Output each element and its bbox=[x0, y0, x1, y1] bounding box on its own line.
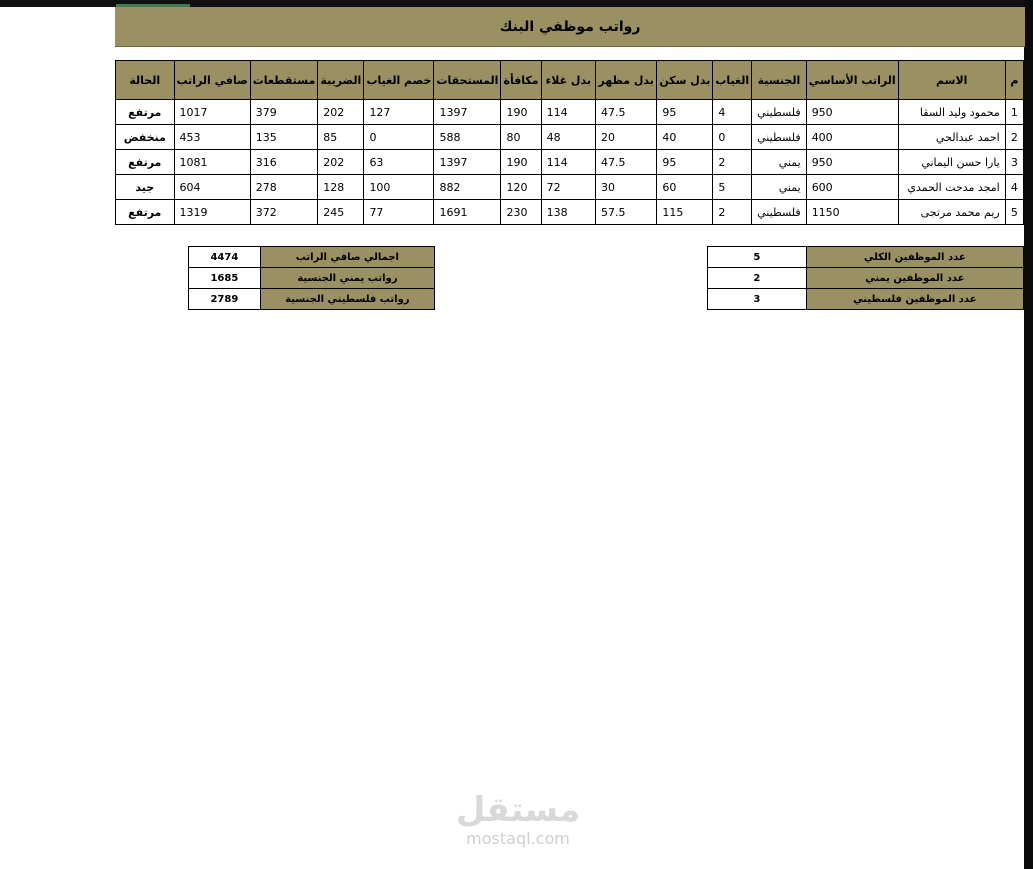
table-header-row bbox=[116, 61, 1024, 100]
total-label-cell[interactable]: رواتب يمني الجنسية bbox=[260, 268, 434, 289]
absence-cell[interactable]: 2 bbox=[713, 150, 752, 175]
bonus-cell[interactable]: 230 bbox=[501, 200, 541, 225]
count-label-cell[interactable]: عدد الموظفين فلسطيني bbox=[806, 289, 1023, 310]
deductions-cell[interactable]: 316 bbox=[250, 150, 318, 175]
row-index-cell[interactable]: 5 bbox=[1005, 200, 1023, 225]
status-cell[interactable]: مرتفع bbox=[116, 100, 175, 125]
count-row bbox=[708, 247, 1024, 268]
housing-cell[interactable]: 60 bbox=[657, 175, 713, 200]
watermark-logo bbox=[448, 790, 588, 848]
count-row bbox=[708, 289, 1024, 310]
appearance-cell[interactable]: 57.5 bbox=[595, 200, 656, 225]
status-cell[interactable]: مرتفع bbox=[116, 150, 175, 175]
count-value-cell[interactable]: 5 bbox=[708, 247, 807, 268]
basic-salary-cell[interactable]: 950 bbox=[806, 100, 898, 125]
header-cell[interactable]: الاسم bbox=[898, 61, 1005, 100]
net-salary-cell[interactable]: 1017 bbox=[174, 100, 250, 125]
count-value-cell[interactable]: 3 bbox=[708, 289, 807, 310]
employee-count-table bbox=[707, 246, 1024, 310]
name-cell[interactable]: ريم محمد مرتجى bbox=[898, 200, 1005, 225]
absence-deduction-cell[interactable]: 0 bbox=[364, 125, 434, 150]
header-cell[interactable]: الراتب الأساسي bbox=[806, 61, 898, 100]
dues-cell[interactable]: 1397 bbox=[434, 150, 501, 175]
total-label-cell[interactable]: اجمالي صافي الراتب bbox=[260, 247, 434, 268]
housing-cell[interactable]: 95 bbox=[657, 150, 713, 175]
count-label-cell[interactable]: عدد الموظفين الكلي bbox=[806, 247, 1023, 268]
row-index-cell[interactable]: 1 bbox=[1005, 100, 1023, 125]
basic-salary-cell[interactable]: 600 bbox=[806, 175, 898, 200]
status-cell[interactable]: مرتفع bbox=[116, 200, 175, 225]
cost-of-living-cell[interactable]: 138 bbox=[541, 200, 595, 225]
bonus-cell[interactable]: 190 bbox=[501, 100, 541, 125]
tax-cell[interactable]: 85 bbox=[318, 125, 364, 150]
row-index-cell[interactable]: 3 bbox=[1005, 150, 1023, 175]
nationality-cell[interactable]: يمني bbox=[752, 150, 807, 175]
net-salary-cell[interactable]: 1081 bbox=[174, 150, 250, 175]
cost-of-living-cell[interactable]: 48 bbox=[541, 125, 595, 150]
name-cell[interactable]: يارا حسن اليماني bbox=[898, 150, 1005, 175]
dues-cell[interactable]: 1691 bbox=[434, 200, 501, 225]
absence-cell[interactable]: 0 bbox=[713, 125, 752, 150]
count-row bbox=[708, 268, 1024, 289]
net-salary-cell[interactable]: 1319 bbox=[174, 200, 250, 225]
basic-salary-cell[interactable]: 400 bbox=[806, 125, 898, 150]
header-cell[interactable]: خصم الغياب bbox=[364, 61, 434, 100]
dues-cell[interactable]: 882 bbox=[434, 175, 501, 200]
tax-cell[interactable]: 202 bbox=[318, 100, 364, 125]
deductions-cell[interactable]: 135 bbox=[250, 125, 318, 150]
dues-cell[interactable]: 588 bbox=[434, 125, 501, 150]
absence-cell[interactable]: 5 bbox=[713, 175, 752, 200]
deductions-cell[interactable]: 372 bbox=[250, 200, 318, 225]
window-edge bbox=[1024, 0, 1033, 869]
dues-cell[interactable]: 1397 bbox=[434, 100, 501, 125]
total-row bbox=[189, 289, 435, 310]
table-row bbox=[116, 150, 1024, 175]
housing-cell[interactable]: 115 bbox=[657, 200, 713, 225]
name-cell[interactable]: امجد مدحت الحمدي bbox=[898, 175, 1005, 200]
total-value-cell[interactable]: 2789 bbox=[189, 289, 261, 310]
deductions-cell[interactable]: 278 bbox=[250, 175, 318, 200]
row-index-cell[interactable]: 2 bbox=[1005, 125, 1023, 150]
header-cell[interactable]: م bbox=[1005, 61, 1023, 100]
watermark-latin: mostaql.com bbox=[466, 829, 570, 848]
name-cell[interactable]: محمود وليد السقا bbox=[898, 100, 1005, 125]
table-row bbox=[116, 175, 1024, 200]
housing-cell[interactable]: 40 bbox=[657, 125, 713, 150]
appearance-cell[interactable]: 30 bbox=[595, 175, 656, 200]
nationality-cell[interactable]: فلسطيني bbox=[752, 100, 807, 125]
absence-deduction-cell[interactable]: 127 bbox=[364, 100, 434, 125]
count-value-cell[interactable]: 2 bbox=[708, 268, 807, 289]
header-cell[interactable]: بدل سكن bbox=[657, 61, 713, 100]
cost-of-living-cell[interactable]: 114 bbox=[541, 100, 595, 125]
header-cell[interactable]: مستقطعات bbox=[250, 61, 318, 100]
salary-table bbox=[115, 60, 1024, 225]
bonus-cell[interactable]: 120 bbox=[501, 175, 541, 200]
table-row bbox=[116, 125, 1024, 150]
salary-totals-table bbox=[188, 246, 435, 310]
absence-cell[interactable]: 4 bbox=[713, 100, 752, 125]
header-cell[interactable]: الضريبة bbox=[318, 61, 364, 100]
count-label-cell[interactable]: عدد الموظفين يمني bbox=[806, 268, 1023, 289]
row-index-cell[interactable]: 4 bbox=[1005, 175, 1023, 200]
header-cell[interactable]: صافي الراتب bbox=[174, 61, 250, 100]
watermark-arabic: مستقل bbox=[455, 790, 581, 830]
absence-deduction-cell[interactable]: 63 bbox=[364, 150, 434, 175]
column-header-strip bbox=[0, 0, 1033, 7]
nationality-cell[interactable]: فلسطيني bbox=[752, 125, 807, 150]
net-salary-cell[interactable]: 453 bbox=[174, 125, 250, 150]
bonus-cell[interactable]: 190 bbox=[501, 150, 541, 175]
table-row bbox=[116, 100, 1024, 125]
nationality-cell[interactable]: يمني bbox=[752, 175, 807, 200]
tax-cell[interactable]: 128 bbox=[318, 175, 364, 200]
header-cell[interactable]: الحالة bbox=[116, 61, 175, 100]
total-value-cell[interactable]: 1685 bbox=[189, 268, 261, 289]
status-cell[interactable]: جيد bbox=[116, 175, 175, 200]
cost-of-living-cell[interactable]: 72 bbox=[541, 175, 595, 200]
net-salary-cell[interactable]: 604 bbox=[174, 175, 250, 200]
absence-cell[interactable]: 2 bbox=[713, 200, 752, 225]
header-cell[interactable]: الغياب bbox=[713, 61, 752, 100]
nationality-cell[interactable]: فلسطيني bbox=[752, 200, 807, 225]
basic-salary-cell[interactable]: 950 bbox=[806, 150, 898, 175]
total-value-cell[interactable]: 4474 bbox=[189, 247, 261, 268]
total-row bbox=[189, 247, 435, 268]
appearance-cell[interactable]: 20 bbox=[595, 125, 656, 150]
absence-deduction-cell[interactable]: 77 bbox=[364, 200, 434, 225]
table-row bbox=[116, 200, 1024, 225]
housing-cell[interactable]: 95 bbox=[657, 100, 713, 125]
absence-deduction-cell[interactable]: 100 bbox=[364, 175, 434, 200]
status-cell[interactable]: منخفض bbox=[116, 125, 175, 150]
cost-of-living-cell[interactable]: 114 bbox=[541, 150, 595, 175]
total-label-cell[interactable]: رواتب فلسطيني الجنسية bbox=[260, 289, 434, 310]
tax-cell[interactable]: 202 bbox=[318, 150, 364, 175]
bonus-cell[interactable]: 80 bbox=[501, 125, 541, 150]
appearance-cell[interactable]: 47.5 bbox=[595, 150, 656, 175]
appearance-cell[interactable]: 47.5 bbox=[595, 100, 656, 125]
tax-cell[interactable]: 245 bbox=[318, 200, 364, 225]
header-cell[interactable]: بدل غلاء bbox=[541, 61, 595, 100]
header-cell[interactable]: بدل مظهر bbox=[595, 61, 656, 100]
header-cell[interactable]: الجنسية bbox=[752, 61, 807, 100]
sheet-title: رواتب موظفي البنك bbox=[115, 7, 1025, 47]
basic-salary-cell[interactable]: 1150 bbox=[806, 200, 898, 225]
header-cell[interactable]: مكافأة bbox=[501, 61, 541, 100]
total-row bbox=[189, 268, 435, 289]
deductions-cell[interactable]: 379 bbox=[250, 100, 318, 125]
header-cell[interactable]: المستحقات bbox=[434, 61, 501, 100]
name-cell[interactable]: احمد عبدالحي bbox=[898, 125, 1005, 150]
